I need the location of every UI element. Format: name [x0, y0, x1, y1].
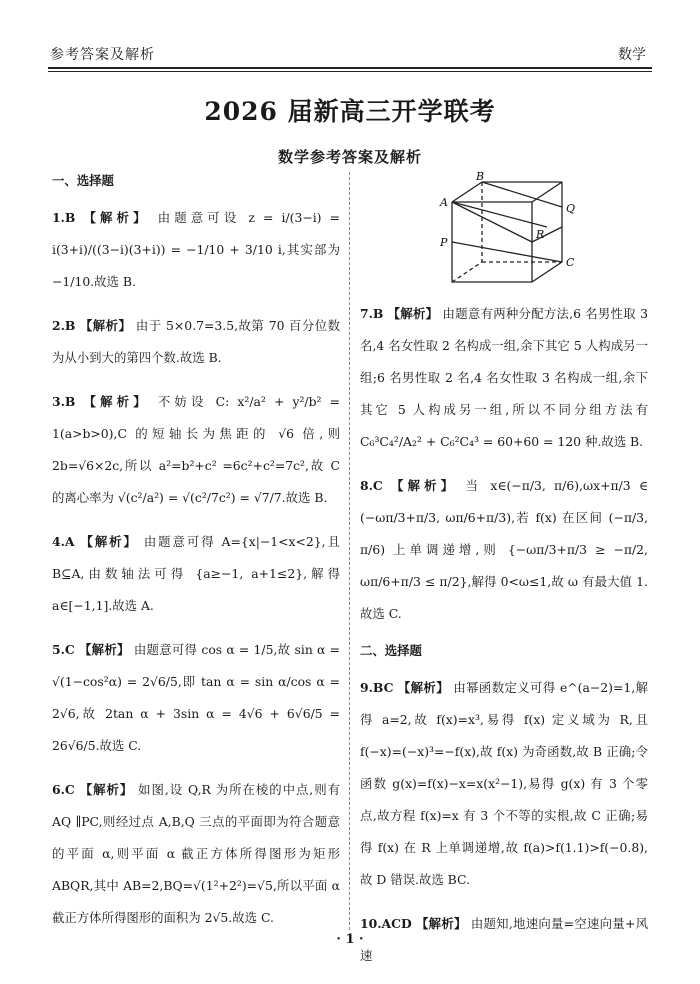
answer-item — [52, 202, 340, 298]
answer-item — [360, 470, 648, 630]
answer-number: 3.B — [52, 394, 76, 409]
label-q: Q — [566, 202, 576, 215]
analysis-tag: 【解析】 — [79, 782, 134, 797]
label-c: C — [566, 256, 575, 269]
answer-number: 4.A — [52, 534, 75, 549]
answer-text: 由幂函数定义可得 e^(a−2)=1,解得 a=2,故 f(x)=x³,易得 f(x) 定义域为 R,且 f(−x)=(−x)³=−f(x),故 f(x) 为奇函数,故 B 正确;令函数 g(x)=f(x)−x=x(x²−1),易得 g(x) 有 3 个零点,故方程 f(x)=x 有 3 个不等的实根,故 C 正确;易得 f(x) 在 R 上单调递增,故 f(a)>f(1.1)>f(−0.8),故 D 错误.故选 BC. — [360, 680, 648, 887]
page-title: 2026 届新高三开学联考 — [204, 97, 496, 126]
cube-figure — [430, 172, 630, 292]
answer-text: 当 x∈(−π/3, π/6),ωx+π/3 ∈ (−ωπ/3+π/3, ωπ/6+π/3),若 f(x) 在区间 (−π/3, π/6) 上单调递增,则 {−ωπ/3+π/3 ≥ −π/2, ωπ/6+π/3 ≤ π/2},解得 0<ω≤1,故 ω 有最大值 1.故选 C. — [360, 478, 648, 621]
page-header — [0, 0, 700, 78]
answer-number: 5.C — [52, 642, 75, 657]
right-column — [360, 172, 648, 984]
answer-text: 由题知,地速向量=空速向量+风速 — [360, 916, 649, 963]
analysis-tag: 【解析】 — [416, 916, 467, 931]
label-b: B — [476, 172, 485, 183]
answer-text: 不妨设 C: x²/a² + y²/b² = 1(a>b>0),C 的短轴长为焦距的 √6 倍,则 2b=√6×2c,所以 a²=b²+c² =6c²+c²=7c²,故 C 的离心率为 √(c²/a²) = √(c²/7c²) = √7/7.故选 B. — [52, 394, 340, 505]
analysis-tag: 【解析】 — [80, 534, 138, 549]
analysis-tag: 【解析】 — [79, 642, 130, 657]
section-heading: 一、选择题 — [52, 173, 114, 188]
section-heading: 二、选择题 — [360, 643, 422, 658]
answer-item — [52, 310, 340, 374]
answer-item — [52, 634, 340, 762]
answer-item — [360, 672, 648, 896]
label-r: R — [536, 228, 545, 241]
header-left: 参考答案及解析 — [50, 47, 155, 63]
header-rule-thin — [48, 71, 652, 72]
answer-number: 8.C — [360, 478, 383, 493]
answer-number: 2.B — [52, 318, 76, 333]
answer-text: 由题意可设 z = i/(3−i) = i(3+i)/((3−i)(3+i)) = −1/10 + 3/10 i,其实部为 −1/10.故选 B. — [52, 210, 340, 289]
page-subtitle: 数学参考答案及解析 — [277, 148, 422, 166]
answer-text: 由题意有两种分配方法,6 名男性取 3 名,4 名女性取 2 名构成一组,余下其它 5 人构成另一组;6 名男性取 2 名,4 名女性取 3 名构成一组,余下其它 5 人构成另一组,所以不同分组方法有 C₆³C₄²/A₂² + C₆²C₄³ = 60+60 = 120 种.故选 B. — [360, 306, 648, 449]
left-column — [52, 172, 340, 946]
answer-number: 6.C — [52, 782, 75, 797]
analysis-tag: 【解析】 — [79, 318, 132, 333]
analysis-tag: 【解析】 — [397, 680, 449, 695]
header-right: 数学 — [618, 47, 646, 63]
answer-number: 9.BC — [360, 680, 394, 695]
analysis-tag: 【解析】 — [390, 478, 458, 493]
analysis-tag: 【解析】 — [387, 306, 439, 321]
answer-text: 由题意可得 A={x|−1<x<2},且 B⊆A,由数轴法可得 {a≥−1, a+1≤2},解得 a∈[−1,1].故选 A. — [52, 534, 340, 613]
answer-item — [360, 298, 648, 458]
analysis-tag: 【解析】 — [83, 210, 150, 225]
header-rule — [48, 67, 652, 69]
analysis-tag: 【解析】 — [83, 394, 150, 409]
answer-text: 由于 5×0.7=3.5,故第 70 百分位数为从小到大的第四个数.故选 B. — [52, 318, 340, 365]
answer-number: 10.ACD — [360, 916, 412, 931]
label-a: A — [440, 196, 448, 209]
answer-number: 1.B — [52, 210, 76, 225]
answer-item — [52, 526, 340, 622]
answer-text: 如图,设 Q,R 为所在棱的中点,则有 AQ ∥PC,则经过点 A,B,Q 三点的平面即为符合题意的平面 α,则平面 α 截正方体所得图形为矩形 ABQR,其中 AB=2,BQ=√(1²+2²)=√5,所以平面 α 截正方体所得图形的面积为 2√5.故选 C. — [52, 782, 340, 925]
answer-number: 7.B — [360, 306, 384, 321]
column-divider — [349, 172, 350, 930]
label-p: P — [440, 236, 448, 249]
answer-item — [52, 386, 340, 514]
answer-item — [52, 774, 340, 934]
page-number: · 1 · — [336, 932, 364, 947]
answer-text: 由题意可得 cos α = 1/5,故 sin α = √(1−cos²α) = 2√6/5,即 tan α = sin α/cos α = 2√6,故 2tan α + 3sin α = 4√6 + 6√6/5 = 26√6/5.故选 C. — [52, 642, 340, 753]
